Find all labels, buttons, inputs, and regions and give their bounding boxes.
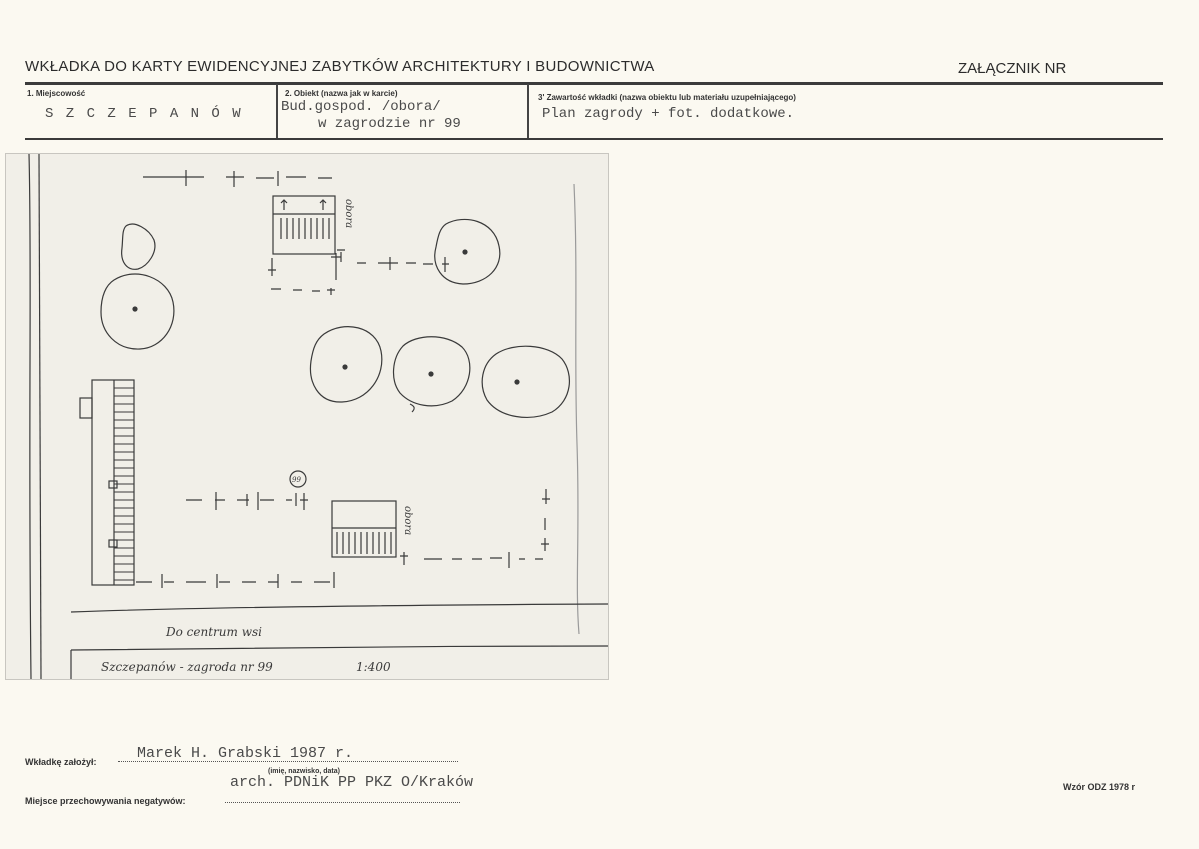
field-divider-2: [527, 84, 529, 138]
content-label: 3' Zawartość wkładki (nazwa obiektu lub materiału uzupełniającego): [538, 93, 796, 102]
plan-caption: Szczepanów - zagroda nr 99: [101, 660, 273, 674]
tree-center-2: [394, 337, 470, 406]
tree-center-1: [310, 327, 381, 402]
tree-center-3: [482, 346, 569, 417]
locality-value: S Z C Z E P A N Ó W: [45, 106, 243, 122]
field-divider-1: [276, 84, 278, 138]
road-label: Do centrum wsi: [166, 625, 262, 639]
right-faint-line: [574, 184, 579, 634]
field-row-rule: [25, 138, 1163, 140]
barn-top-label: obora: [343, 199, 354, 229]
tree-left: [101, 274, 174, 349]
created-by-label: Wkładkę założył:: [25, 757, 97, 767]
barn-top: [273, 196, 335, 254]
building-left: [92, 380, 134, 585]
object-value-line2: w zagrodzie nr 99: [318, 116, 461, 132]
road-top-line: [71, 604, 608, 612]
road-bottom-line: [71, 646, 608, 650]
house-number: 99: [292, 476, 301, 484]
content-value: Plan zagrody + fot. dodatkowe.: [542, 106, 795, 122]
barn-bottom: [332, 501, 396, 557]
negatives-dots: [225, 801, 460, 803]
tree-small: [122, 224, 155, 269]
form-code: Wzór ODZ 1978 r: [1063, 782, 1136, 792]
object-value-line1: Bud.gospod. /obora/: [281, 99, 441, 115]
negatives-label: Miejsce przechowywania negatywów:: [25, 796, 186, 806]
locality-label: 1. Miejscowość: [27, 89, 86, 98]
plan-scale: 1:400: [356, 660, 391, 674]
created-by-hint: (imię, nazwisko, data): [268, 768, 340, 775]
site-plan-drawing: [6, 154, 608, 679]
header-rule: [25, 82, 1163, 85]
negatives-value: arch. PDNiK PP PKZ O/Kraków: [230, 774, 474, 791]
site-plan-photo: [5, 153, 609, 680]
annex-label: ZAŁĄCZNIK NR: [958, 60, 1067, 77]
barn-bottom-label: obora: [402, 506, 413, 536]
form-title: WKŁADKA DO KARTY EWIDENCYJNEJ ZABYTKÓW ARCHITEKTURY I BUDOWNICTWA: [25, 58, 655, 75]
left-edge-line-2: [39, 154, 41, 679]
created-by-value: Marek H. Grabski 1987 r.: [137, 745, 354, 762]
left-edge-line: [29, 154, 31, 679]
object-label: 2. Obiekt (nazwa jak w karcie): [285, 89, 398, 98]
